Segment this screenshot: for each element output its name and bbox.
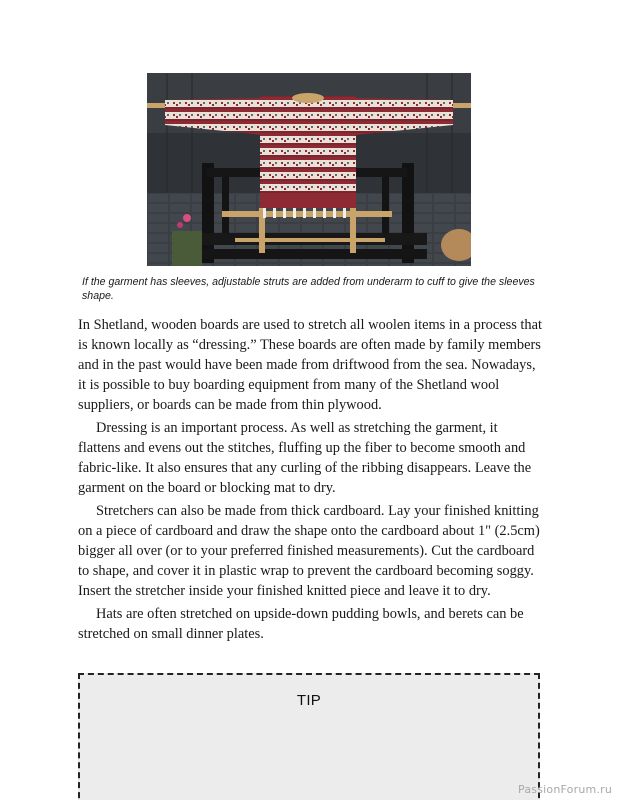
sweater-blocking-photo xyxy=(147,73,471,266)
tip-title: TIP xyxy=(296,692,322,709)
article-body xyxy=(78,315,542,647)
paragraph-dressing-intro: In Shetland, wooden boards are used to stretch all woolen items in a process that is known locally as “dressing.” These boards are often made by family members and in the past would have been made from driftwood from the sea. Nowadays, it is possible to buy boarding equipment from many of the Shetland wool suppliers, or boards can be made from thin plywood. xyxy=(78,317,542,413)
tip-box xyxy=(78,673,540,800)
photo-caption: If the garment has sleeves, adjustable struts are added from underarm to cuff to give the sleeves shape. xyxy=(82,276,535,302)
paragraph-dressing-importance: Dressing is an important process. As well as stretching the garment, it flattens and evens out the stitches, fluffing up the fiber to become smooth and fabric-like. It also ensures that any curling of the ribbing disappears. Leave the garment on the board or blocking mat to dry. xyxy=(78,420,532,496)
paragraph-hats-berets: Hats are often stretched on upside-down pudding bowls, and berets can be stretched on small dinner plates. xyxy=(78,606,524,642)
site-watermark: PassionForum.ru xyxy=(518,783,612,796)
paragraph-cardboard-stretchers: Stretchers can also be made from thick cardboard. Lay your finished knitting on a piece of cardboard and draw the shape onto the cardboard about 1" (2.5cm) bigger all over (or to your preferred finished measurements). Cut the cardboard to shape, and cover it in plastic wrap to prevent the cardboard becoming soggy. Insert the stretcher inside your finished knitted piece and leave it to dry. xyxy=(78,503,540,599)
